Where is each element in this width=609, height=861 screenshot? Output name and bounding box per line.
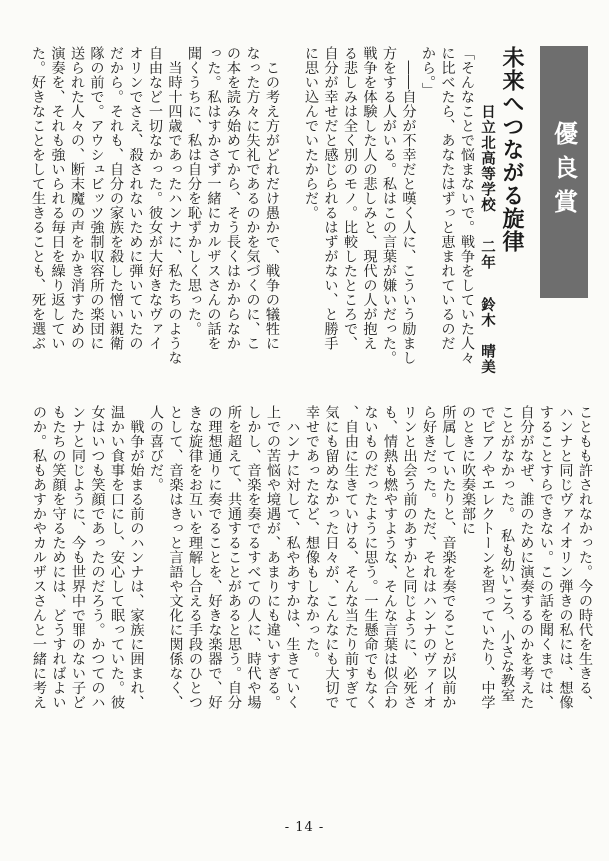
text-column: オリンでさえ、殺されないために弾いていたの xyxy=(127,46,144,351)
text-column: ――自分が不幸だと嘆く人に、こういう励まし xyxy=(400,46,417,365)
text-column: こともも許されなかった。今の時代を生きる、 xyxy=(577,405,593,710)
text-column: 演奏を、それも強いられる毎日を繰り返してい xyxy=(49,46,66,351)
text-column: ンナと同じように、今も世界中で罪のない子ど xyxy=(70,405,86,710)
text-column: 、自由に生きていける、そんな当たり前すぎて xyxy=(343,405,359,710)
text-column: に比べたら、あなたはずっと恵まれているのだ xyxy=(439,46,456,351)
text-column: 「そんなことで悩まないで。戦争をしていた人々 xyxy=(459,46,475,365)
text-column: 幸せであったなど、想像もしなかった。 xyxy=(304,405,320,666)
text-column: もたちの笑顔を守るためには、どうすればよい xyxy=(50,405,67,710)
text-column: 人の喜びだ。 xyxy=(148,405,164,492)
text-column: も、情熱も燃やすような、そんな言葉は似合わ xyxy=(382,405,398,710)
text-column: しかし、音楽を奏でるすべての人に、時代や場 xyxy=(245,405,262,710)
school-name: 日立北高等学校 xyxy=(479,104,496,213)
text-column: った。私はすかさず一緒にカルザスさんの話を xyxy=(205,46,222,351)
text-column: 当時十四歳であったハンナに、私たちのような xyxy=(166,46,183,365)
text-column: として、音楽はきっと言語や文化に関係なく、 xyxy=(167,405,184,710)
text-column: リンと出会う前のあすかと同じように、必死さ xyxy=(401,405,418,710)
text-column: 温かい食事を口にし、安心して眠っていた。彼 xyxy=(109,405,125,710)
text-column: 女はいつも笑顔であったのだろう。かつてのハ xyxy=(89,405,106,710)
text-column: 隊の前で。アウシュビッツ強制収容所の楽団に xyxy=(88,46,105,351)
text-column: た。好きなことをして生きることも、死を選ぶ xyxy=(30,46,46,351)
text-column: る悲しみは全く別のモノ。比較したところで、 xyxy=(342,46,358,351)
text-column: ハンナに対して、私やあすかは、生きていく xyxy=(284,405,301,710)
text-column: から。」 xyxy=(420,46,436,97)
text-column: 所を超えて、共通することがあると思う。自分 xyxy=(226,405,242,710)
text-column: 聞くうちに、私は自分を恥ずかしく思った。 xyxy=(186,46,202,336)
page-number: - 14 - xyxy=(284,820,325,835)
text-column: ら好きだった。ただ、それはハンナのヴァイオ xyxy=(421,405,437,710)
text-column: この考え方がどれだけ愚かで、戦争の犠牲に xyxy=(264,46,280,351)
text-column: 送られた人々の、断末魔の声をかき消すための xyxy=(69,46,85,351)
text-column: することすらできない。この話を聞くまでは、 xyxy=(538,405,554,710)
text-column: 方をする人がいる。私はこの言葉が嫌いだった。 xyxy=(381,46,397,365)
lower-text-tier xyxy=(16,405,594,737)
text-column: ハンナと同じヴァイオリン弾きの私には、想像 xyxy=(557,405,574,710)
text-column: 自分が幸せだと感じられるはずがない、と勝手 xyxy=(322,46,339,351)
text-column: のか。私もあすかやカルザスさんと一緒に考え xyxy=(31,405,47,710)
author-line xyxy=(477,104,498,374)
text-column: 気にも留めなかった日々が、こんなにも大切で xyxy=(323,405,340,710)
award-label: 優良賞 xyxy=(540,46,588,298)
upper-text-tier xyxy=(16,46,594,376)
text-column: だから。それも、自分の家族を殺した憎い親衛 xyxy=(108,46,124,351)
text-column: 自由など一切なかった。彼女が大好きなヴァイ xyxy=(147,46,163,351)
text-column: でピアノやエレクトーンを習っていたり、中学 xyxy=(479,405,496,710)
text-column: 所属していたりと、音楽を奏でることが以前か xyxy=(440,405,457,710)
text-column: 戦争が始まる前のハンナは、家族に囲まれ、 xyxy=(128,405,145,710)
text-column: なった方々に失礼であるのかを気づくのに、こ xyxy=(244,46,261,351)
text-column: ことがなかった。 私も幼いころ、小さな教室 xyxy=(499,405,515,703)
text-column: きな旋律をお互いを理解し合える手段のひとつ xyxy=(187,405,203,710)
author-name: 鈴木 晴美 xyxy=(479,296,496,374)
text-column: のときに吹奏楽部に xyxy=(460,405,476,536)
text-column: 戦争を体験した人の悲しみと、現代の人が抱え xyxy=(361,46,378,351)
text-column: の理想通りに奏でることを、好きな楽器で、好 xyxy=(206,405,223,710)
essay-title: 未来へつながる旋律 xyxy=(499,46,525,253)
text-column: の本を読み始めてから、そう長くはかからなか xyxy=(225,46,241,351)
grade: 二年 xyxy=(479,239,496,270)
text-column: ないものだったように思う。一生懸命でもなく xyxy=(362,405,379,710)
text-column: 上での苦悩や境遇が、あまりにも違いすぎる。 xyxy=(265,405,281,710)
text-column: に思い込んでいたからだ。 xyxy=(303,46,319,220)
essay-header xyxy=(476,46,594,376)
text-column: 自分がなぜ、誰のために演奏するのかを考えた xyxy=(518,405,535,710)
